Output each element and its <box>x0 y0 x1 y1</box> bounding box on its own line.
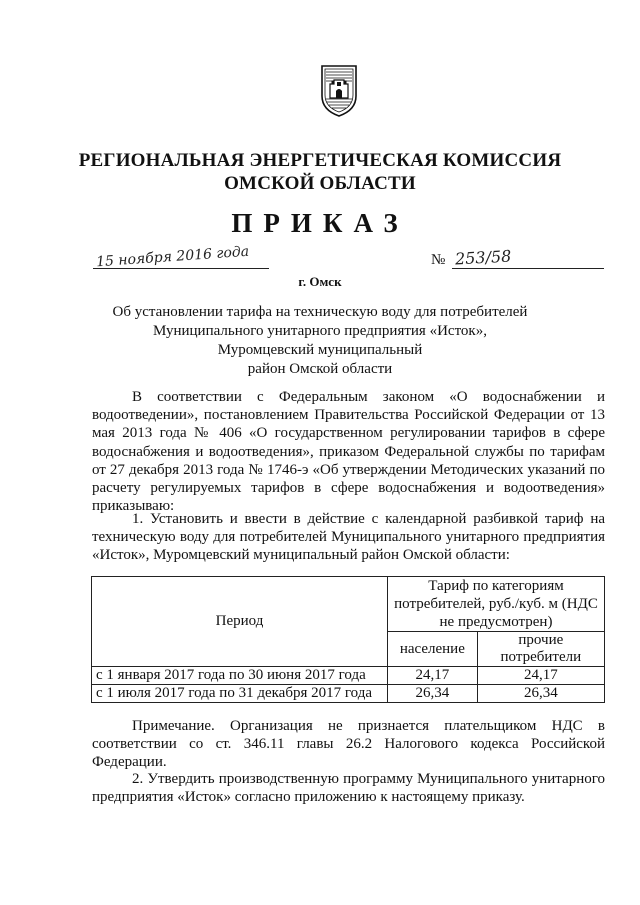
handwritten-date: 15 ноября 2016 года <box>95 243 250 271</box>
table-header-row <box>92 577 605 632</box>
title-line: Муниципального унитарного предприятия «Исток», <box>153 323 487 339</box>
population-tariff-cell: 24,17 <box>388 667 478 685</box>
number-label: № <box>431 252 446 268</box>
date-underline <box>93 268 269 269</box>
title-line: Муромцевский муниципальный <box>217 342 423 358</box>
clause-2-paragraph: 2. Утвердить производственную программу Муниципального унитарного предприятия «Исток» согласно приложению к настоящему приказу. <box>92 771 605 806</box>
period-header: Период <box>92 577 388 667</box>
period-cell: с 1 января 2017 года по 30 июня 2017 года <box>92 667 388 685</box>
order-title <box>100 303 540 379</box>
handwritten-number: 253/58 <box>454 246 512 269</box>
period-cell: с 1 июля 2017 года по 31 декабря 2017 года <box>92 685 388 703</box>
table-row <box>92 667 605 685</box>
city-label: г. Омск <box>298 274 342 289</box>
tariff-table <box>91 576 605 703</box>
title-line: Об установлении тарифа на техническую воду для потребителей <box>112 304 528 320</box>
coat-of-arms-emblem <box>318 62 360 118</box>
preamble-paragraph: В соответствии с Федеральным законом «О водоснабжении и водоотведении», постановлением Правительства Российской Федерации от 13 мая 2013 года № 406 «О государственном регулировании тарифов в сфере водоснабжения и водоотведения», приказом Федеральной службы по тарифам от 27 декабря 2013 года № 1746-э «Об утверждении Методических указаний по расчету регулируемых тарифов в сфере водоснабжения и водоотведения» приказываю: <box>92 389 605 515</box>
other-tariff-cell: 24,17 <box>477 667 604 685</box>
vat-note-paragraph: Примечание. Организация не признается плательщиком НДС в соответствии со ст. 346.11 главы 26.2 Налогового кодекса Российской Федерации. <box>92 718 605 771</box>
population-header: население <box>388 632 478 667</box>
other-tariff-cell: 26,34 <box>477 685 604 703</box>
population-tariff-cell: 26,34 <box>388 685 478 703</box>
organization-name-line2: ОМСКОЙ ОБЛАСТИ <box>224 173 416 194</box>
title-line: район Омской области <box>247 361 393 377</box>
other-consumers-header: прочие потребители <box>477 632 604 667</box>
document-type-title: ПРИКАЗ <box>231 208 409 238</box>
number-underline <box>452 268 604 269</box>
tariff-header: Тариф по категориям потребителей, руб./куб. м (НДС не предусмотрен) <box>388 577 605 632</box>
clause-1-paragraph: 1. Установить и ввести в действие с календарной разбивкой тариф на техническую воду для потребителей Муниципального унитарного предприятия «Исток», Муромцевский муниципальный район Омской области: <box>92 511 605 564</box>
organization-name-line1: РЕГИОНАЛЬНАЯ ЭНЕРГЕТИЧЕСКАЯ КОМИССИЯ <box>78 150 562 171</box>
table-row <box>92 685 605 703</box>
